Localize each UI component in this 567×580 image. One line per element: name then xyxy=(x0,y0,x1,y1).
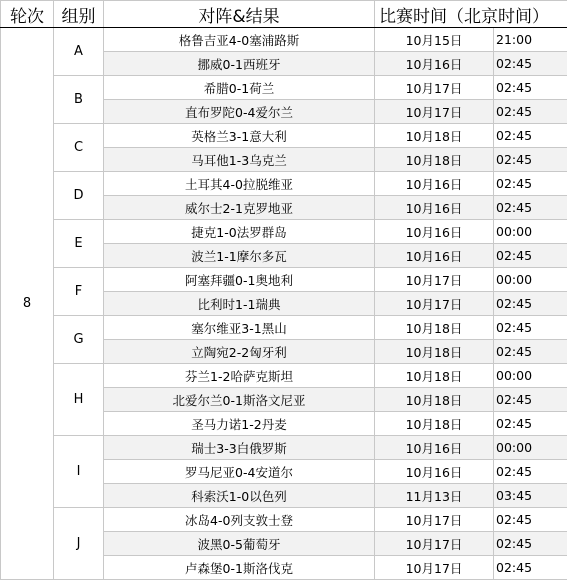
match-date-cell xyxy=(375,124,494,148)
match-time-cell: 02:45 xyxy=(494,244,567,268)
group-cell: D xyxy=(54,172,104,220)
group-cell: F xyxy=(54,268,104,316)
match-date-cell xyxy=(375,460,494,484)
match-result-cell: 威尔士2-1克罗地亚 xyxy=(104,196,375,220)
match-time-cell: 02:45 xyxy=(494,340,567,364)
match-result-cell: 波兰1-1摩尔多瓦 xyxy=(104,244,375,268)
match-date-text: 10月18日 xyxy=(375,415,493,433)
table-header xyxy=(1,1,567,28)
table-row xyxy=(1,220,567,244)
header-round: 轮次 xyxy=(1,1,54,28)
match-result-cell: 希腊0-1荷兰 xyxy=(104,76,375,100)
match-time-cell: 03:45 xyxy=(494,484,567,508)
match-result-cell: 马耳他1-3乌克兰 xyxy=(104,148,375,172)
match-date-cell xyxy=(375,292,494,316)
match-time-cell: 02:45 xyxy=(494,196,567,220)
match-time-cell: 02:45 xyxy=(494,172,567,196)
group-cell: G xyxy=(54,316,104,364)
match-date-text: 10月18日 xyxy=(375,127,493,145)
match-result-cell: 波黑0-5葡萄牙 xyxy=(104,532,375,556)
table-row xyxy=(1,124,567,148)
match-result-cell: 立陶宛2-2匈牙利 xyxy=(104,340,375,364)
match-result-cell: 比利时1-1瑞典 xyxy=(104,292,375,316)
match-date-text: 10月18日 xyxy=(375,343,493,361)
match-date-cell xyxy=(375,268,494,292)
header-group: 组别 xyxy=(54,1,104,28)
table-row xyxy=(1,28,567,52)
match-result-cell: 卢森堡0-1斯洛伐克 xyxy=(104,556,375,580)
match-time-cell: 02:45 xyxy=(494,412,567,436)
match-date-cell xyxy=(375,316,494,340)
match-result-cell: 科索沃1-0以色列 xyxy=(104,484,375,508)
match-result-cell: 圣马力诺1-2丹麦 xyxy=(104,412,375,436)
match-date-cell xyxy=(375,244,494,268)
table-row xyxy=(1,436,567,460)
match-date-cell xyxy=(375,340,494,364)
match-date-text: 10月16日 xyxy=(375,439,493,457)
match-date-text: 10月16日 xyxy=(375,463,493,481)
match-result-cell: 土耳其4-0拉脱维亚 xyxy=(104,172,375,196)
match-result-cell: 直布罗陀0-4爱尔兰 xyxy=(104,100,375,124)
match-date-text: 10月17日 xyxy=(375,511,493,529)
header-match: 对阵&结果 xyxy=(104,1,375,28)
match-result-cell: 芬兰1-2哈萨克斯坦 xyxy=(104,364,375,388)
match-date-cell xyxy=(375,172,494,196)
match-time-cell: 02:45 xyxy=(494,532,567,556)
match-date-cell xyxy=(375,220,494,244)
match-result-cell: 冰岛4-0列支敦士登 xyxy=(104,508,375,532)
match-result-cell: 北爱尔兰0-1斯洛文尼亚 xyxy=(104,388,375,412)
match-date-cell xyxy=(375,388,494,412)
table-row xyxy=(1,508,567,532)
match-date-text: 10月17日 xyxy=(375,535,493,553)
match-result-cell: 塞尔维亚3-1黑山 xyxy=(104,316,375,340)
match-time-cell: 02:45 xyxy=(494,556,567,580)
table-row xyxy=(1,76,567,100)
match-date-cell xyxy=(375,556,494,580)
match-time-cell: 00:00 xyxy=(494,268,567,292)
match-date-text: 10月17日 xyxy=(375,559,493,577)
match-date-cell xyxy=(375,196,494,220)
group-cell: I xyxy=(54,436,104,508)
match-time-cell: 02:45 xyxy=(494,76,567,100)
table-row xyxy=(1,364,567,388)
match-date-text: 10月18日 xyxy=(375,391,493,409)
match-date-text: 10月16日 xyxy=(375,247,493,265)
group-cell: C xyxy=(54,124,104,172)
match-time-cell: 00:00 xyxy=(494,436,567,460)
match-time-cell: 02:45 xyxy=(494,52,567,76)
match-date-cell xyxy=(375,532,494,556)
match-time-cell: 21:00 xyxy=(494,28,567,52)
match-date-text: 10月15日 xyxy=(375,31,493,49)
group-cell: B xyxy=(54,76,104,124)
match-date-text: 10月17日 xyxy=(375,271,493,289)
match-date-text: 10月17日 xyxy=(375,79,493,97)
match-date-cell xyxy=(375,52,494,76)
match-time-cell: 02:45 xyxy=(494,388,567,412)
match-date-text: 10月16日 xyxy=(375,175,493,193)
match-date-cell xyxy=(375,436,494,460)
match-date-cell xyxy=(375,148,494,172)
table-row xyxy=(1,172,567,196)
match-date-cell xyxy=(375,508,494,532)
match-time-cell: 02:45 xyxy=(494,148,567,172)
match-date-text: 10月18日 xyxy=(375,367,493,385)
match-date-cell xyxy=(375,100,494,124)
group-cell: J xyxy=(54,508,104,580)
group-cell: H xyxy=(54,364,104,436)
match-time-cell: 02:45 xyxy=(494,124,567,148)
match-result-cell: 挪威0-1西班牙 xyxy=(104,52,375,76)
match-result-cell: 英格兰3-1意大利 xyxy=(104,124,375,148)
match-time-cell: 00:00 xyxy=(494,364,567,388)
match-time-cell: 02:45 xyxy=(494,292,567,316)
header-time: 比赛时间（北京时间） xyxy=(375,1,567,28)
match-time-cell: 02:45 xyxy=(494,460,567,484)
match-date-text: 10月17日 xyxy=(375,103,493,121)
group-cell: A xyxy=(54,28,104,76)
match-date-text: 10月16日 xyxy=(375,223,493,241)
match-date-cell xyxy=(375,364,494,388)
match-date-text: 10月16日 xyxy=(375,199,493,217)
match-time-cell: 00:00 xyxy=(494,220,567,244)
match-time-cell: 02:45 xyxy=(494,508,567,532)
match-result-cell: 瑞士3-3白俄罗斯 xyxy=(104,436,375,460)
match-date-text: 10月18日 xyxy=(375,151,493,169)
match-date-text: 10月16日 xyxy=(375,55,493,73)
table-row xyxy=(1,316,567,340)
match-result-cell: 罗马尼亚0-4安道尔 xyxy=(104,460,375,484)
match-date-cell xyxy=(375,484,494,508)
match-date-cell xyxy=(375,76,494,100)
match-date-cell xyxy=(375,28,494,52)
match-date-text: 10月17日 xyxy=(375,295,493,313)
group-cell: E xyxy=(54,220,104,268)
table-row xyxy=(1,268,567,292)
match-result-cell: 格鲁吉亚4-0塞浦路斯 xyxy=(104,28,375,52)
match-date-text: 11月13日 xyxy=(375,487,493,505)
table-body xyxy=(1,28,567,580)
match-result-cell: 捷克1-0法罗群岛 xyxy=(104,220,375,244)
match-date-cell xyxy=(375,412,494,436)
match-time-cell: 02:45 xyxy=(494,100,567,124)
match-result-cell: 阿塞拜疆0-1奥地利 xyxy=(104,268,375,292)
match-time-cell: 02:45 xyxy=(494,316,567,340)
match-date-text: 10月18日 xyxy=(375,319,493,337)
round-cell: 8 xyxy=(1,28,54,580)
